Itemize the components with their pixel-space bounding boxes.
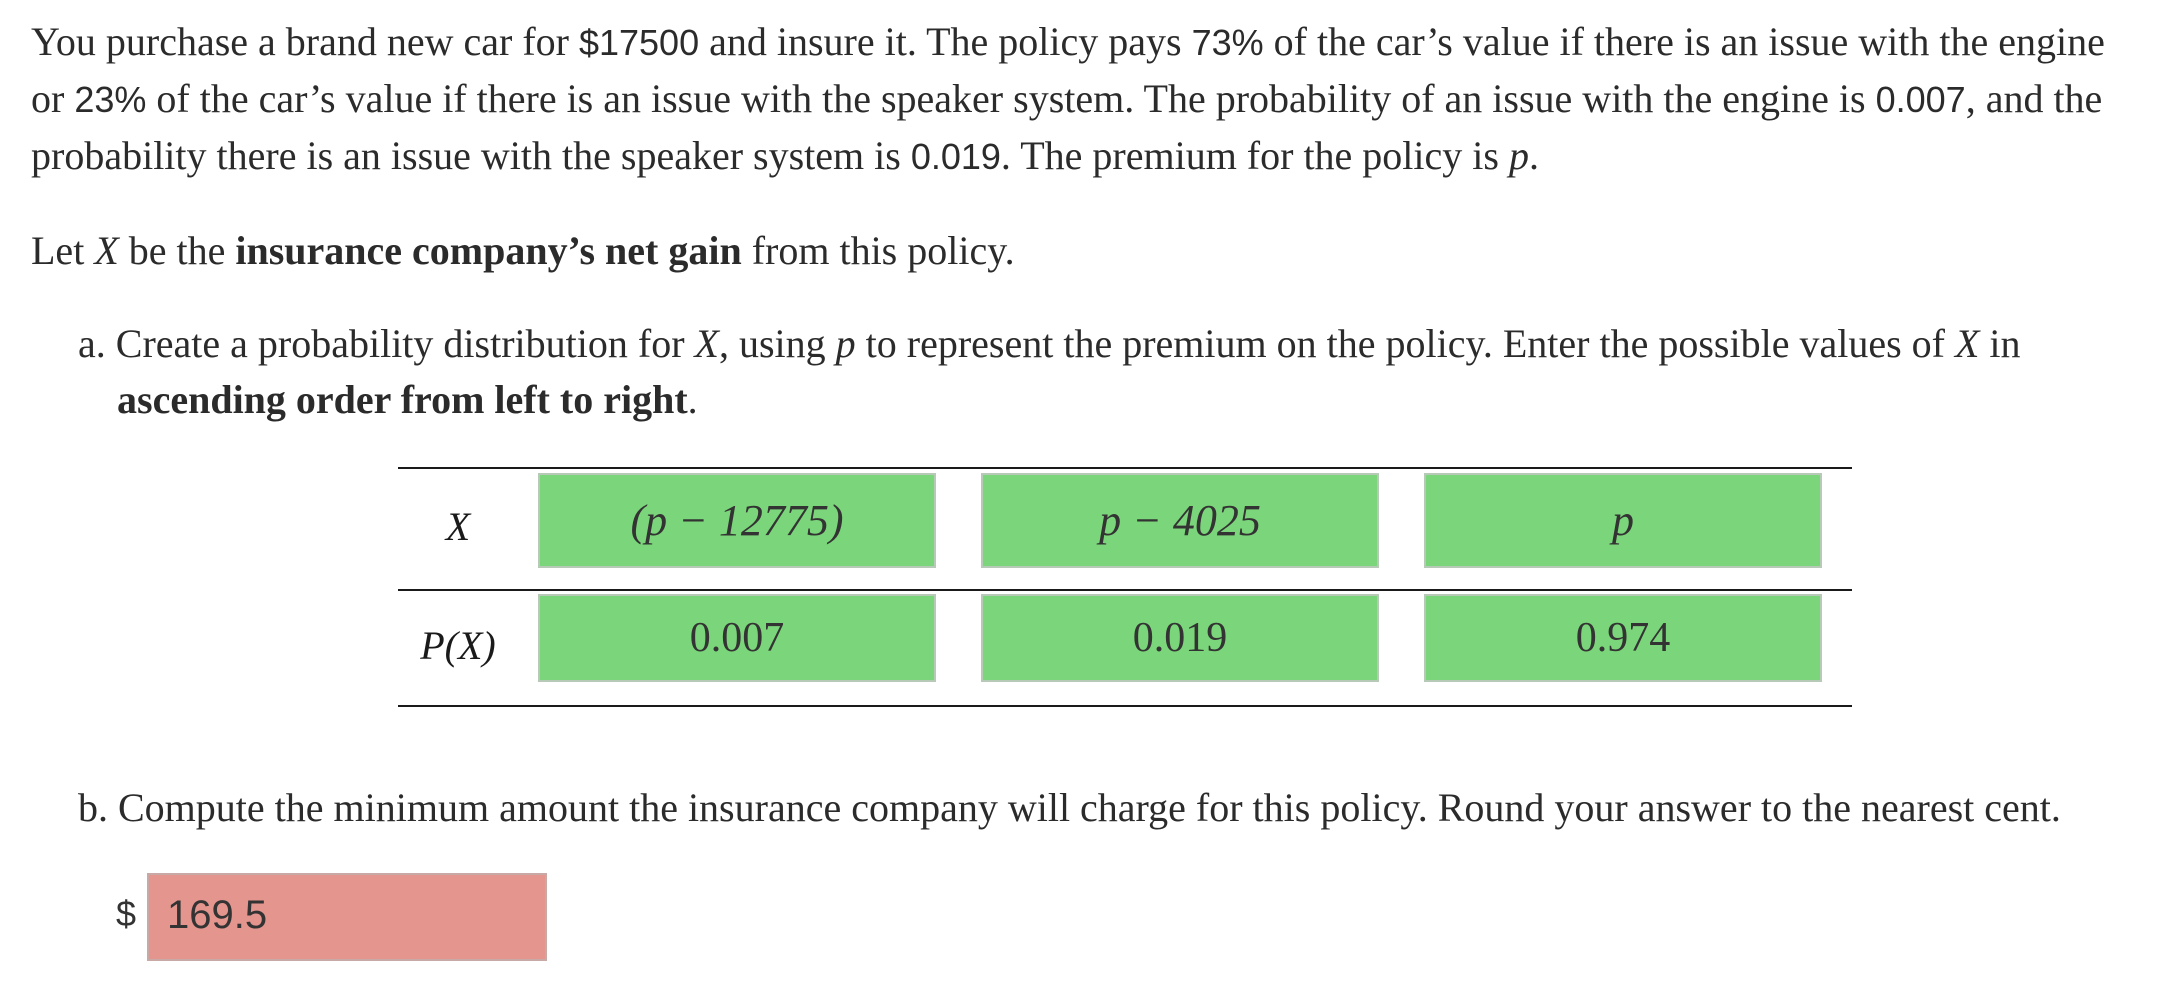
question-a-text: in [1979,321,2021,366]
let-text: from this policy. [741,228,1015,273]
random-variable: X [1954,321,1980,366]
question-b [78,780,2118,836]
probability-input-1[interactable]: 0.007 [538,594,936,682]
problem-statement [31,14,2131,185]
intro-text: of the car’s value if there is an issue with the speaker system. The probability of an issue with the engine is [146,76,1876,121]
minimum-premium-input[interactable]: 169.5 [147,873,547,961]
currency-symbol: $ [116,893,137,934]
row-label-x: X [445,504,471,549]
intro-text: . [1528,133,1539,178]
question-a-text: to represent the premium on the policy. Enter the possible values of [855,321,1955,366]
probability-input-3[interactable]: 0.974 [1424,594,1822,682]
row-label-px: P(X) [420,623,496,668]
x-value-input-3[interactable]: p [1424,473,1822,568]
premium-variable: p [1508,133,1529,178]
engine-probability: 0.007 [1875,79,1966,120]
x-value-input-2[interactable]: p − 4025 [981,473,1379,568]
probability-input-2[interactable]: 0.019 [981,594,1379,682]
question-a-text: , using [718,321,836,366]
table-rule-middle [398,589,1852,591]
question-a-label: a. [78,321,106,366]
question-a [78,316,2118,428]
speaker-probability: 0.019 [910,136,1001,177]
intro-text: , and the probability there is an issue with the speaker system is [31,76,2103,178]
engine-percent: 73% [1191,22,1264,63]
question-b-text: Compute the minimum amount the insurance company will charge for this policy. Round your answer to the nearest cent. [108,785,2061,830]
let-text: Let [31,228,95,273]
x-value-input-1[interactable]: (p − 12775) [538,473,936,568]
net-gain-definition [31,223,2131,279]
question-a-text: Create a probability distribution for [105,321,695,366]
net-gain-bold: insurance company’s net gain [235,228,742,273]
table-rule-bottom [398,705,1852,707]
table-rule-top [398,467,1852,469]
intro-text: . The premium for the policy is [1000,133,1509,178]
random-variable: X [94,228,119,273]
let-text: be the [118,228,236,273]
speaker-percent: 23% [74,79,147,120]
ascending-order-bold: ascending order from left to right [117,377,688,422]
car-price: $17500 [578,22,700,63]
intro-text: and insure it. The policy pays [699,19,1192,64]
intro-text: of the car’s value if there is an issue with the engine or [31,19,2105,121]
intro-text: You purchase a brand new car for [31,19,579,64]
random-variable: X [694,321,719,366]
question-b-label: b. [78,785,108,830]
question-a-text: . [687,377,698,422]
premium-variable: p [835,321,856,366]
